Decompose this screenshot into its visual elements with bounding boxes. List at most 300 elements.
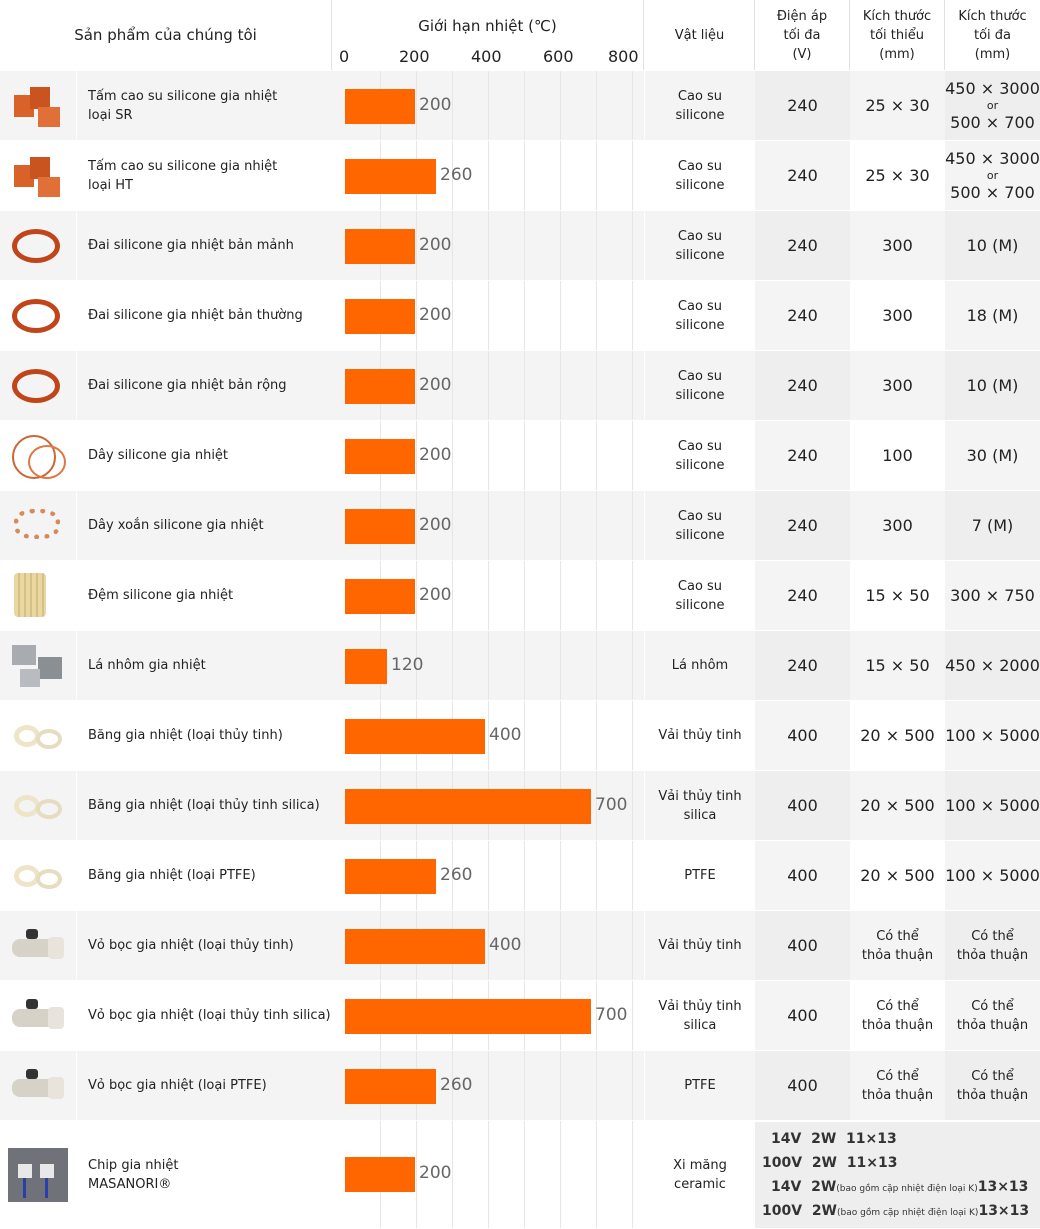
material-cell [645, 701, 755, 770]
temp-bar [345, 579, 415, 614]
cell-line: Cao su [677, 508, 723, 524]
tape-roll-icon [8, 779, 68, 833]
silicone-belt-icon [8, 289, 68, 343]
product-name[interactable] [77, 771, 332, 840]
cell-line: Có thể [876, 1068, 919, 1084]
chip-size: 13×13 [977, 1179, 1029, 1195]
cell-line: Vải thủy tinh [658, 998, 742, 1014]
cell-line: loại SR [88, 107, 133, 123]
voltage-value: 240 [787, 306, 818, 325]
min-size-cell [850, 981, 945, 1050]
cell-line: silicone [675, 247, 725, 263]
voltage-value: 240 [787, 516, 818, 535]
voltage-cell [755, 1051, 850, 1120]
cell-line: silicone [675, 107, 725, 123]
chip-size: 13×13 [978, 1203, 1030, 1219]
temp-bar-value: 200 [419, 305, 452, 325]
voltage-value: 240 [787, 376, 818, 395]
temp-bar-value: 700 [595, 795, 628, 815]
silicone-belt-icon [8, 359, 68, 413]
min-size-value: 25 × 30 [865, 96, 930, 115]
voltage-cell [755, 491, 850, 560]
cell-line: thỏa thuận [956, 947, 1029, 963]
temp-bar-cell [332, 841, 644, 910]
cell-line: silicone [675, 177, 725, 193]
voltage-cell [755, 981, 850, 1050]
cell-line: Băng gia nhiệt (loại thủy tinh silica) [88, 798, 320, 813]
header-material [645, 0, 755, 70]
cell-line: 100 × 5000 [945, 796, 1040, 815]
jacket-icon [8, 919, 68, 973]
cell-line: Có thể [876, 998, 919, 1014]
chip-note: (bao gồm cặp nhiệt điện loại K) [836, 1184, 978, 1194]
product-image-cell [0, 1121, 76, 1228]
chip-icon [8, 1148, 68, 1202]
cell-line: PTFE [684, 868, 716, 883]
cell-line: thỏa thuận [956, 1017, 1029, 1033]
temp-bar-value: 200 [419, 235, 452, 255]
product-image-cell [0, 211, 76, 280]
min-size-cell [850, 421, 945, 490]
min-size-value: 20 × 500 [860, 726, 935, 745]
chip-watt: 2W [811, 1155, 837, 1171]
product-image-cell [0, 771, 76, 840]
chip-spec-line [771, 1179, 1028, 1195]
voltage-value: 400 [787, 866, 818, 885]
table-row [0, 281, 1040, 351]
product-image-cell [0, 981, 76, 1050]
temp-bar [345, 159, 436, 194]
material-cell [645, 71, 755, 140]
product-image-cell [0, 841, 76, 910]
header-max-size [945, 0, 1040, 70]
material-cell [645, 841, 755, 910]
material-cell [645, 771, 755, 840]
temp-bar-cell [332, 71, 644, 140]
table-row [0, 421, 1040, 491]
cell-line: 30 (M) [966, 446, 1019, 465]
voltage-cell [755, 701, 850, 770]
temp-bar-cell [332, 141, 644, 210]
temp-bar-value: 260 [440, 865, 473, 885]
cell-line: Vải thủy tinh [658, 788, 742, 804]
voltage-value: 400 [787, 726, 818, 745]
temp-bar [345, 719, 485, 754]
header-product-label: Sản phẩm của chúng tôi [74, 25, 257, 44]
product-image-cell [0, 701, 76, 770]
chip-specs [755, 1122, 1040, 1228]
min-size-cell [850, 841, 945, 910]
max-size-cell [945, 701, 1040, 770]
product-image-cell [0, 71, 76, 140]
voltage-value: 400 [787, 1076, 818, 1095]
temp-bar [345, 859, 436, 894]
product-image-cell [0, 421, 76, 490]
temp-bar-value: 260 [440, 165, 473, 185]
temp-bar [345, 1069, 436, 1104]
cell-line: Dây xoắn silicone gia nhiệt [88, 518, 264, 533]
voltage-cell [755, 421, 850, 490]
cell-line: Vỏ bọc gia nhiệt (loại thủy tinh silica) [88, 1008, 331, 1023]
chip-watt: 2W [811, 1179, 837, 1195]
cell-line: Tấm cao su silicone gia nhiệt [88, 88, 278, 104]
cell-line: Dây silicone gia nhiệt [88, 448, 229, 463]
cell-line: silica [683, 807, 717, 823]
temp-bar-cell [332, 351, 644, 420]
tape-roll-icon [8, 709, 68, 763]
voltage-value: 400 [787, 1006, 818, 1025]
header-max-line: (mm) [974, 46, 1011, 62]
temp-bar [345, 229, 415, 264]
min-size-cell [850, 71, 945, 140]
product-name[interactable] [77, 911, 332, 980]
voltage-cell [755, 771, 850, 840]
temp-bar [345, 89, 415, 124]
cell-line: 500 × 700 [950, 112, 1035, 132]
chip-watt: 2W [811, 1131, 837, 1147]
cell-line: thỏa thuận [861, 1017, 934, 1033]
temp-bar-value: 200 [419, 515, 452, 535]
min-size-value: 300 [882, 236, 913, 255]
cell-line: Có thể [876, 928, 919, 944]
temp-tick: 400 [471, 47, 502, 66]
header-voltage [755, 0, 850, 70]
temp-bar-cell [332, 561, 644, 630]
material-cell [645, 141, 755, 210]
header-voltage-line: (V) [792, 46, 812, 62]
chip-size: 11×13 [846, 1131, 897, 1147]
cell-line: Băng gia nhiệt (loại PTFE) [88, 868, 256, 883]
cell-line: 500 × 700 [950, 182, 1035, 202]
silicone-cord-icon [8, 429, 68, 483]
cell-line: Đai silicone gia nhiệt bản mảnh [88, 238, 294, 253]
min-size-cell [850, 701, 945, 770]
min-size-value: 300 [882, 516, 913, 535]
max-size-cell [945, 351, 1040, 420]
material-cell [645, 981, 755, 1050]
cell-line: 450 × 3000 [945, 78, 1040, 98]
header-temp-title: Giới hạn nhiệt (℃) [418, 17, 557, 35]
silicone-coil-icon [8, 499, 68, 553]
material-cell [645, 561, 755, 630]
cell-line: Đai silicone gia nhiệt bản rộng [88, 378, 287, 393]
cell-line: or [986, 168, 999, 182]
product-name[interactable] [77, 981, 332, 1050]
table-row [0, 1051, 1040, 1121]
cell-line: Cao su [677, 88, 723, 104]
header-max-line: Kích thước [958, 8, 1027, 24]
temp-bar-value: 200 [419, 585, 452, 605]
cell-line: thỏa thuận [861, 947, 934, 963]
voltage-cell [755, 841, 850, 910]
cell-line: silica [683, 1017, 717, 1033]
min-size-cell [850, 211, 945, 280]
table-row [0, 981, 1040, 1051]
min-size-cell [850, 561, 945, 630]
temp-bar-value: 200 [419, 445, 452, 465]
temp-bar-cell [332, 911, 644, 980]
product-image-cell [0, 631, 76, 700]
max-size-cell [945, 911, 1040, 980]
min-size-cell [850, 771, 945, 840]
voltage-cell [755, 631, 850, 700]
cell-line: Cao su [677, 298, 723, 314]
max-size-cell [945, 981, 1040, 1050]
product-name[interactable] [77, 141, 332, 210]
temp-bar-cell [332, 701, 644, 770]
product-name[interactable] [77, 211, 332, 280]
header-max-line: tối đa [973, 27, 1011, 43]
product-name[interactable] [77, 281, 332, 350]
cell-line: Chip gia nhiệt [88, 1157, 179, 1173]
header-voltage-line: Điện áp [776, 8, 828, 24]
cell-line: Cao su [677, 578, 723, 594]
chip-voltage: 100V [762, 1155, 803, 1171]
header-min-line: tối thiểu [870, 27, 924, 43]
cell-line: or [986, 98, 999, 112]
cell-line: silicone [675, 317, 725, 333]
cell-line: Có thể [971, 1068, 1014, 1084]
table-row [0, 491, 1040, 561]
temp-bar-cell [332, 1121, 644, 1228]
product-image-cell [0, 491, 76, 560]
material-cell [645, 631, 755, 700]
min-size-value: 300 [882, 376, 913, 395]
max-size-cell [945, 71, 1040, 140]
min-size-cell [850, 1051, 945, 1120]
temp-tick: 0 [339, 47, 350, 66]
temp-bar [345, 299, 415, 334]
chip-watt: 2W [811, 1203, 837, 1219]
voltage-cell [755, 351, 850, 420]
cell-line: 18 (M) [966, 306, 1019, 325]
header-product [0, 0, 332, 70]
temp-bar-cell [332, 211, 644, 280]
min-size-cell [850, 141, 945, 210]
silicone-sheet-icon [8, 79, 68, 133]
cell-line: loại HT [88, 177, 133, 193]
material-cell [645, 351, 755, 420]
voltage-value: 240 [787, 236, 818, 255]
product-name[interactable] [77, 491, 332, 560]
temp-bar-cell [332, 421, 644, 490]
table-row [0, 771, 1040, 841]
min-size-value: 300 [882, 306, 913, 325]
temp-bar-value: 700 [595, 1005, 628, 1025]
cell-line: PTFE [684, 1078, 716, 1093]
min-size-value: 20 × 500 [860, 866, 935, 885]
temp-bar-cell [332, 491, 644, 560]
silicone-pad-icon [8, 569, 68, 623]
min-size-cell [850, 351, 945, 420]
chip-note: (bao gồm cặp nhiệt điện loại K) [837, 1208, 979, 1218]
product-name[interactable] [77, 841, 332, 910]
material-cell [645, 911, 755, 980]
product-image-cell [0, 141, 76, 210]
temp-tick: 800 [608, 47, 639, 66]
max-size-cell [945, 421, 1040, 490]
temp-bar-value: 400 [489, 725, 522, 745]
header-min-line: Kích thước [862, 8, 932, 24]
voltage-value: 240 [787, 446, 818, 465]
header-min-size [850, 0, 945, 70]
table-row [0, 71, 1040, 141]
temp-bar [345, 649, 387, 684]
cell-line: silicone [675, 597, 725, 613]
product-image-cell [0, 281, 76, 350]
temp-bar [345, 509, 415, 544]
cell-line: Vỏ bọc gia nhiệt (loại PTFE) [88, 1078, 267, 1093]
min-size-cell [850, 911, 945, 980]
voltage-value: 400 [787, 796, 818, 815]
temp-bar-value: 400 [489, 935, 522, 955]
voltage-value: 240 [787, 586, 818, 605]
cell-line: 10 (M) [966, 376, 1019, 395]
material-cell [645, 211, 755, 280]
cell-line: thỏa thuận [956, 1087, 1029, 1103]
product-image-cell [0, 911, 76, 980]
voltage-cell [755, 211, 850, 280]
temp-bar-cell [332, 771, 644, 840]
cell-line: 100 × 5000 [945, 726, 1040, 745]
voltage-value: 240 [787, 656, 818, 675]
chip-size: 11×13 [846, 1155, 898, 1171]
material-cell [645, 491, 755, 560]
product-image-cell [0, 351, 76, 420]
max-size-cell [945, 491, 1040, 560]
table-row [0, 841, 1040, 911]
min-size-value: 15 × 50 [865, 586, 930, 605]
chip-spec-line [771, 1131, 897, 1147]
temp-bar [345, 929, 485, 964]
voltage-value: 400 [787, 936, 818, 955]
temp-bar-value: 200 [419, 1163, 452, 1183]
voltage-cell [755, 141, 850, 210]
temp-bar-value: 200 [419, 375, 452, 395]
cell-line: 7 (M) [971, 516, 1014, 535]
min-size-value: 25 × 30 [865, 166, 930, 185]
max-size-cell [945, 771, 1040, 840]
tape-roll-icon [8, 849, 68, 903]
cell-line: Vải thủy tinh [658, 938, 742, 953]
temp-bar [345, 999, 591, 1034]
cell-line: Đệm silicone gia nhiệt [88, 588, 234, 603]
product-name[interactable] [77, 561, 332, 630]
cell-line: 450 × 2000 [945, 656, 1040, 675]
max-size-cell [945, 211, 1040, 280]
max-size-cell [945, 631, 1040, 700]
product-name[interactable] [77, 351, 332, 420]
temp-bar-cell [332, 281, 644, 350]
silicone-sheet-icon [8, 149, 68, 203]
voltage-value: 240 [787, 96, 818, 115]
table-row [0, 141, 1040, 211]
voltage-cell [755, 911, 850, 980]
max-size-cell [945, 561, 1040, 630]
cell-line: Xi măng [673, 1157, 727, 1173]
table-row [0, 911, 1040, 981]
temp-tick: 200 [399, 47, 430, 66]
temp-bar-value: 200 [419, 95, 452, 115]
material-cell [645, 281, 755, 350]
cell-line: Cao su [677, 368, 723, 384]
cell-line: Đai silicone gia nhiệt bản thường [88, 308, 303, 323]
temp-bar-cell [332, 981, 644, 1050]
max-size-cell [945, 141, 1040, 210]
voltage-cell [755, 71, 850, 140]
chip-voltage: 100V [762, 1203, 803, 1219]
product-name[interactable] [77, 421, 332, 490]
min-size-value: 20 × 500 [860, 796, 935, 815]
temp-bar [345, 439, 415, 474]
voltage-cell [755, 561, 850, 630]
cell-line: Tấm cao su silicone gia nhiệt [88, 158, 278, 174]
cell-line: Cao su [677, 228, 723, 244]
material-cell [645, 1121, 755, 1228]
product-name[interactable] [77, 701, 332, 770]
cell-line: Cao su [677, 158, 723, 174]
cell-line: thỏa thuận [861, 1087, 934, 1103]
min-size-cell [850, 631, 945, 700]
header-material-label: Vật liệu [674, 27, 725, 43]
temp-bar [345, 1157, 415, 1192]
voltage-cell [755, 281, 850, 350]
table-row [0, 631, 1040, 701]
product-name[interactable] [77, 1051, 332, 1120]
table-row [0, 701, 1040, 771]
temp-bar-value: 260 [440, 1075, 473, 1095]
table-row [0, 561, 1040, 631]
temp-bar-value: 120 [391, 655, 424, 675]
product-name[interactable] [77, 71, 332, 140]
cell-line: 10 (M) [966, 236, 1019, 255]
max-size-cell [945, 281, 1040, 350]
min-size-cell [850, 281, 945, 350]
min-size-cell [850, 491, 945, 560]
cell-line: 100 × 5000 [945, 866, 1040, 885]
material-cell [645, 421, 755, 490]
cell-line: Vải thủy tinh [658, 728, 742, 743]
cell-line: Có thể [971, 928, 1014, 944]
table-row [0, 351, 1040, 421]
cell-line: 450 × 3000 [945, 148, 1040, 168]
cell-line: Có thể [971, 998, 1014, 1014]
product-name[interactable] [77, 1121, 332, 1228]
table-row [0, 211, 1040, 281]
product-name[interactable] [77, 631, 332, 700]
cell-line: MASANORI® [88, 1176, 172, 1192]
product-image-cell [0, 561, 76, 630]
header-voltage-line: tối đa [783, 27, 821, 43]
chip-spec-line [762, 1203, 1029, 1219]
cell-line: Vỏ bọc gia nhiệt (loại thủy tinh) [88, 938, 294, 953]
silicone-belt-icon [8, 219, 68, 273]
cell-line: silicone [675, 527, 725, 543]
aluminum-foil-icon [8, 639, 68, 693]
temp-bar [345, 789, 591, 824]
header-temp-limit [332, 0, 644, 70]
cell-line: silicone [675, 457, 725, 473]
chip-voltage: 14V [771, 1131, 802, 1147]
cell-line: 300 × 750 [950, 586, 1035, 605]
temp-tick: 600 [543, 47, 574, 66]
temp-bar-cell [332, 631, 644, 700]
temp-bar [345, 369, 415, 404]
jacket-icon [8, 989, 68, 1043]
temp-bar-cell [332, 1051, 644, 1120]
cell-line: silicone [675, 387, 725, 403]
cell-line: ceramic [674, 1176, 726, 1192]
